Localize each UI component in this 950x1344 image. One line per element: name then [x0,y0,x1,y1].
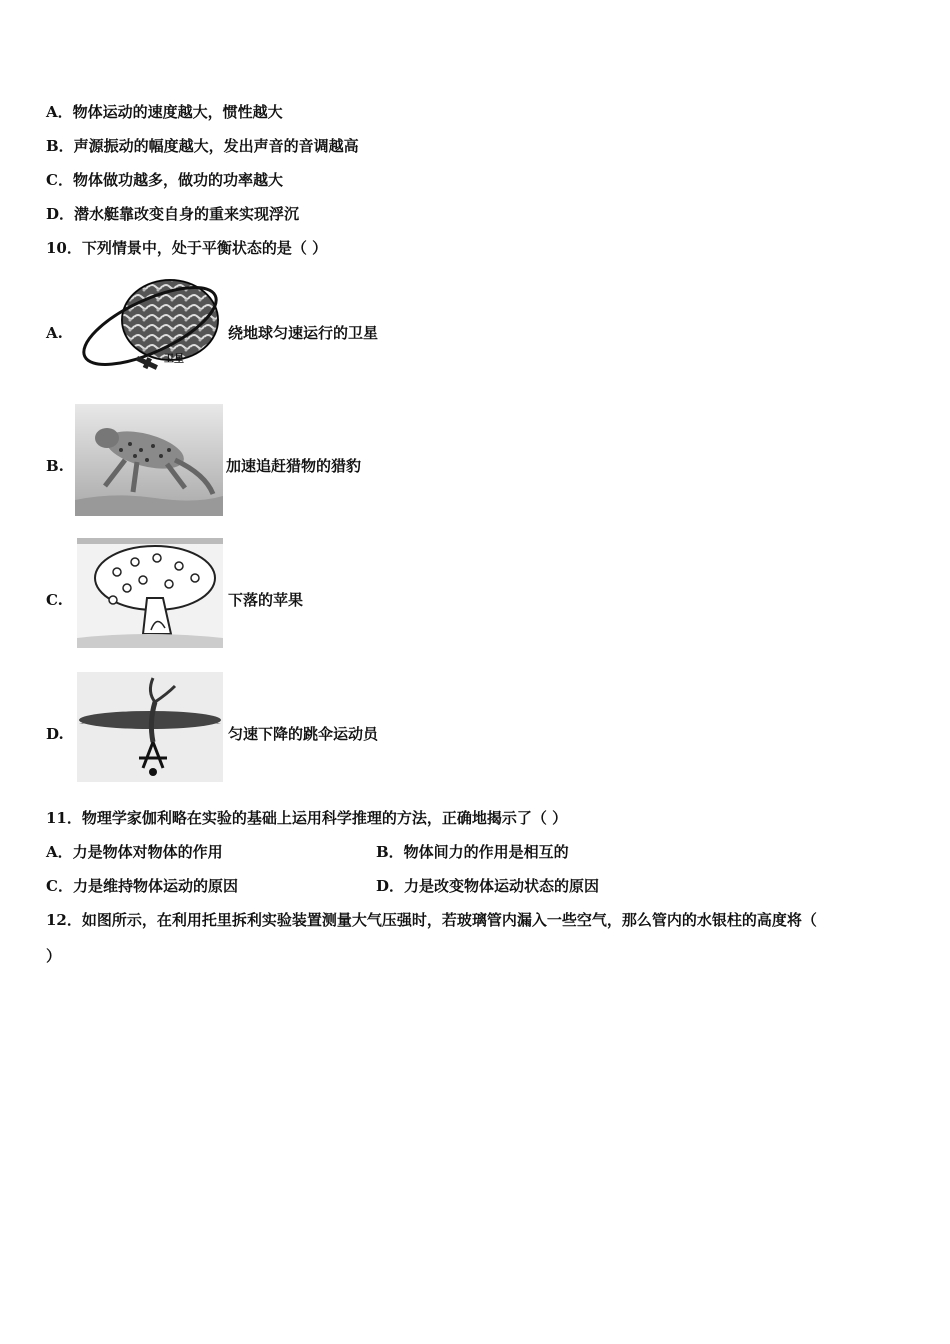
q10-option-b-caption: 加速追赶猎物的猎豹 [226,457,362,475]
q11-stem: 11．物理学家伽利略在实验的基础上运用科学推理的方法，正确地揭示了（ ） [46,809,568,827]
q12-stem-line1: 12．如图所示，在利用托里拆利实验装置测量大气压强时，若玻璃管内漏入一些空气，那么管内的水银柱的高度将（ [46,911,817,929]
q10-option-a-letter: A. [46,324,63,342]
q11-option-c: C．力是维持物体运动的原因 [46,877,238,895]
q12-stem-line2: ） [46,947,62,965]
apple-tree-icon [77,538,223,648]
q11-option-a: A．力是物体对物体的作用 [46,843,223,861]
satellite-orbit-icon [78,272,226,380]
q10-option-b-letter: B. [46,457,64,475]
q10-option-a-caption: 绕地球匀速运行的卫星 [228,324,379,342]
q11-option-d: D．力是改变物体运动状态的原因 [376,877,600,895]
q10-stem: 10．下列情景中，处于平衡状态的是（ ） [46,239,328,257]
q10-option-d-letter: D. [46,725,64,743]
satellite-label: 卫星 [164,354,184,365]
q10-option-c-letter: C. [46,591,63,609]
q11-option-b: B．物体间力的作用是相互的 [376,843,569,861]
q9-option-d: D．潜水艇靠改变自身的重来实现浮沉 [46,205,300,223]
q9-option-c: C．物体做功越多，做功的功率越大 [46,171,283,189]
q10-option-d-caption: 匀速下降的跳伞运动员 [228,725,379,743]
q9-option-a: A．物体运动的速度越大，惯性越大 [46,103,283,121]
q10-option-c-caption: 下落的苹果 [228,591,304,609]
cheetah-icon [75,404,223,516]
q9-option-b: B．声源振动的幅度越大，发出声音的音调越高 [46,137,359,155]
parachutist-icon [77,672,223,782]
